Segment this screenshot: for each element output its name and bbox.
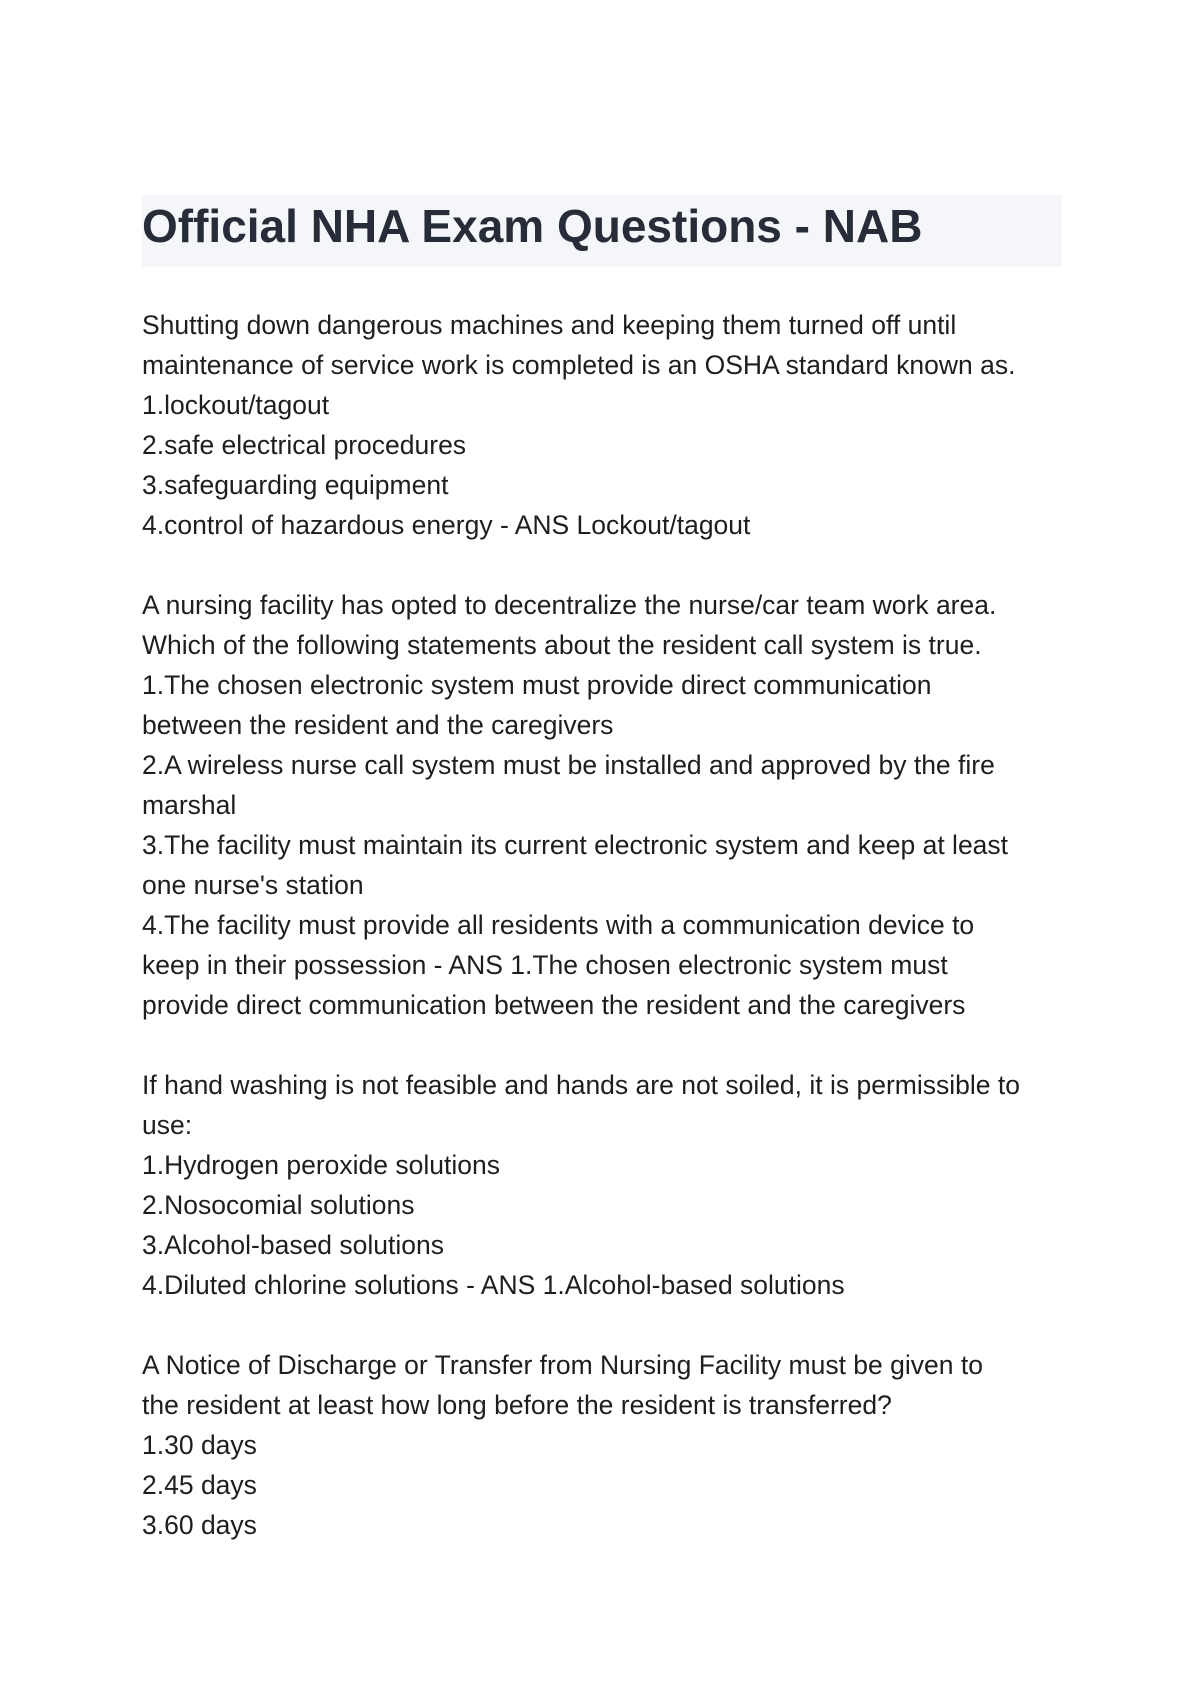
answer-option: 1.lockout/tagout (142, 390, 330, 420)
answer-text: provide direct communication between the resident and the caregivers (142, 990, 966, 1020)
question-text-line: If hand washing is not feasible and hands are not soiled, it is permissible to (142, 1070, 1020, 1100)
answer-option: 1.The chosen electronic system must provide direct communication (142, 670, 932, 700)
question-text-line: maintenance of service work is completed is an OSHA standard known as. (142, 350, 1016, 380)
answer-option: between the resident and the caregivers (142, 710, 614, 740)
answer-option: 3.The facility must maintain its current electronic system and keep at least (142, 830, 1009, 860)
answer-option-with-answer: 4.control of hazardous energy - ANS Lockout/tagout (142, 510, 751, 540)
answer-option: 2.safe electrical procedures (142, 430, 467, 460)
question-text-line: A Notice of Discharge or Transfer from Nursing Facility must be given to (142, 1350, 983, 1380)
question-1 (142, 305, 1062, 545)
answer-option: 3.safeguarding equipment (142, 470, 449, 500)
answer-option: 2.A wireless nurse call system must be installed and approved by the fire (142, 750, 995, 780)
answer-option: one nurse's station (142, 870, 364, 900)
question-text-line: use: (142, 1110, 193, 1140)
question-3 (142, 1065, 1062, 1305)
question-text-line: Which of the following statements about the resident call system is true. (142, 630, 982, 660)
page-title: Official NHA Exam Questions - NAB (142, 200, 923, 252)
question-list (142, 305, 1062, 1585)
answer-option: 3.60 days (142, 1510, 257, 1540)
answer-option-with-answer: keep in their possession - ANS 1.The chosen electronic system must (142, 950, 948, 980)
question-text-line: A nursing facility has opted to decentralize the nurse/car team work area. (142, 590, 997, 620)
answer-option-with-answer: 4.Diluted chlorine solutions - ANS 1.Alcohol-based solutions (142, 1270, 845, 1300)
question-text-line: Shutting down dangerous machines and keeping them turned off until (142, 310, 957, 340)
question-2 (142, 585, 1062, 1025)
answer-option: 4.The facility must provide all residents with a communication device to (142, 910, 975, 940)
answer-option: marshal (142, 790, 237, 820)
question-text-line: the resident at least how long before the resident is transferred? (142, 1390, 892, 1420)
answer-option: 3.Alcohol-based solutions (142, 1230, 444, 1260)
question-4 (142, 1345, 1062, 1545)
answer-option: 2.45 days (142, 1470, 257, 1500)
answer-option: 2.Nosocomial solutions (142, 1190, 415, 1220)
answer-option: 1.Hydrogen peroxide solutions (142, 1150, 500, 1180)
answer-option: 1.30 days (142, 1430, 257, 1460)
